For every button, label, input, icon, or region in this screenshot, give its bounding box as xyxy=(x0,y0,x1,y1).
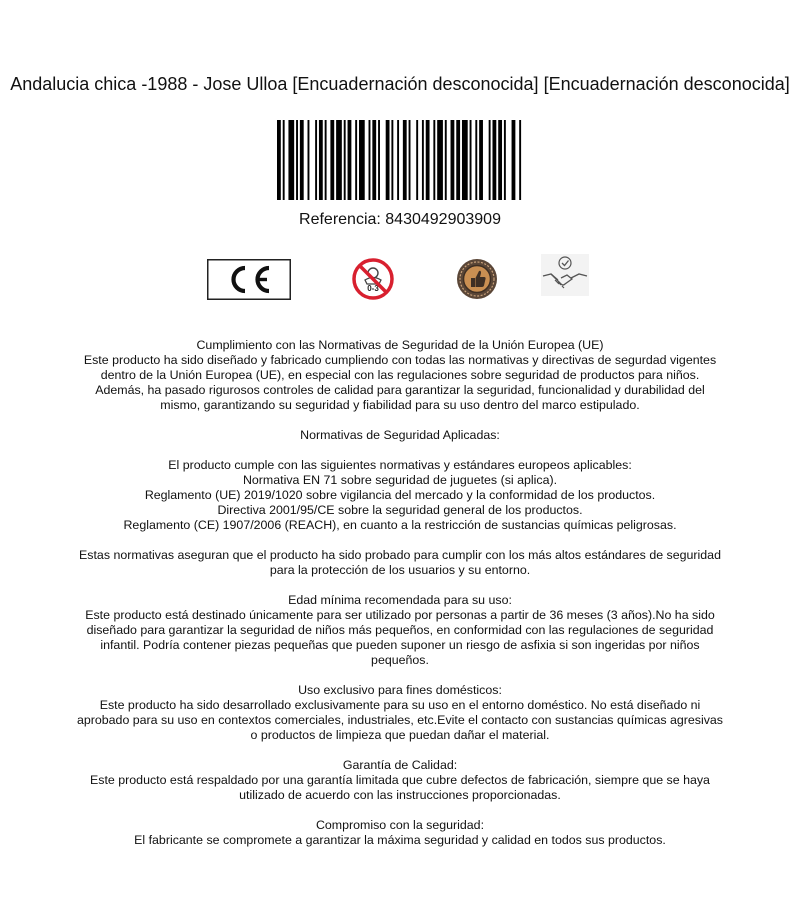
minimum-age-section xyxy=(76,593,724,668)
assurance-text: Estas normativas aseguran que el producto ha sido probado para cumplir con los más altos estándares de seguridad para la protección de los usuarios y su entorno. xyxy=(79,548,721,577)
warranty-text: Este producto está respaldado por una garantía limitada que cubre defectos de fabricación, siempre que se haya utilizado de acuerdo con las instrucciones proporcionadas. xyxy=(90,773,710,802)
title-container xyxy=(0,72,800,98)
product-title: Andalucia chica -1988 - Jose Ulloa [Encuadernación desconocida] [Encuadernación desconocida] xyxy=(10,74,790,94)
compliance-section xyxy=(76,338,724,413)
minimum-age-text: Este producto está destinado únicamente para ser utilizado por personas a partir de 36 meses (3 años).No ha sido diseñado para garantizar la seguridad de niños más pequeños, en conformidad con las regulaciones de seguridad infantil. Podría contener piezas pequeñas que pueden suponer un riesgo de asfixia si son ingeridas por niños pequeños. xyxy=(85,608,715,667)
not-for-under-3-icon xyxy=(352,258,394,300)
reference-number: Referencia: 8430492903909 xyxy=(299,211,501,228)
quality-seal-icon xyxy=(456,258,498,300)
standards-list-section xyxy=(76,458,724,533)
standard-item: Reglamento (CE) 1907/2006 (REACH), en cuanto a la restricción de sustancias químicas peligrosas. xyxy=(123,518,677,532)
barcode xyxy=(277,120,523,200)
domestic-use-text: Este producto ha sido desarrollado exclusivamente para su uso en el entorno doméstico. No está diseñado ni aprobado para su uso en contextos comerciales, industriales, etc.Evite el contacto con sustancias químicas agresivas o productos de limpieza que puedan dañar el material. xyxy=(76,698,724,742)
warranty-heading: Garantía de Calidad: xyxy=(342,758,458,772)
commitment-text: El fabricante se compromete a garantizar la máxima seguridad y calidad en todos sus productos. xyxy=(134,833,666,847)
standard-item: Directiva 2001/95/CE sobre la seguridad general de los productos. xyxy=(217,503,583,517)
compliance-text: Este producto ha sido diseñado y fabricado cumpliendo con todas las normativas y directivas de segurdad vigentes dentro de la Unión Europea (UE), en especial con las regulaciones sobre seguridad de productos para niños. Además, ha pasado rigurosos controles de calidad para garantizar la seguridad, funcionalidad y durabilidad del mismo, garantizando su seguridad y fiabilidad para su uso dentro del marco estipulado. xyxy=(83,353,717,412)
warranty-section xyxy=(76,758,724,803)
minimum-age-heading: Edad mínima recomendada para su uso: xyxy=(288,593,512,607)
commitment-section xyxy=(76,818,724,848)
applied-standards-heading: Normativas de Seguridad Aplicadas: xyxy=(300,428,500,442)
ce-mark-icon xyxy=(207,259,291,300)
standards-intro: El producto cumple con las siguientes normativas y estándares europeos aplicables: xyxy=(168,458,632,472)
standard-item: Normativa EN 71 sobre seguridad de juguetes (si aplica). xyxy=(242,473,558,487)
domestic-use-heading: Uso exclusivo para fines domésticos: xyxy=(298,683,502,697)
compliance-heading: Cumplimiento con las Normativas de Seguridad de la Unión Europea (UE) xyxy=(196,338,604,352)
safety-information xyxy=(76,338,724,848)
standard-item: Reglamento (UE) 2019/1020 sobre vigilancia del mercado y la conformidad de los productos. xyxy=(144,488,656,502)
assurance-section xyxy=(76,548,724,578)
handshake-check-icon xyxy=(541,254,589,296)
applied-standards-section xyxy=(76,428,724,443)
age-icon-text: 0-3 xyxy=(367,284,379,293)
domestic-use-section xyxy=(76,683,724,743)
commitment-heading: Compromiso con la seguridad: xyxy=(315,818,485,832)
